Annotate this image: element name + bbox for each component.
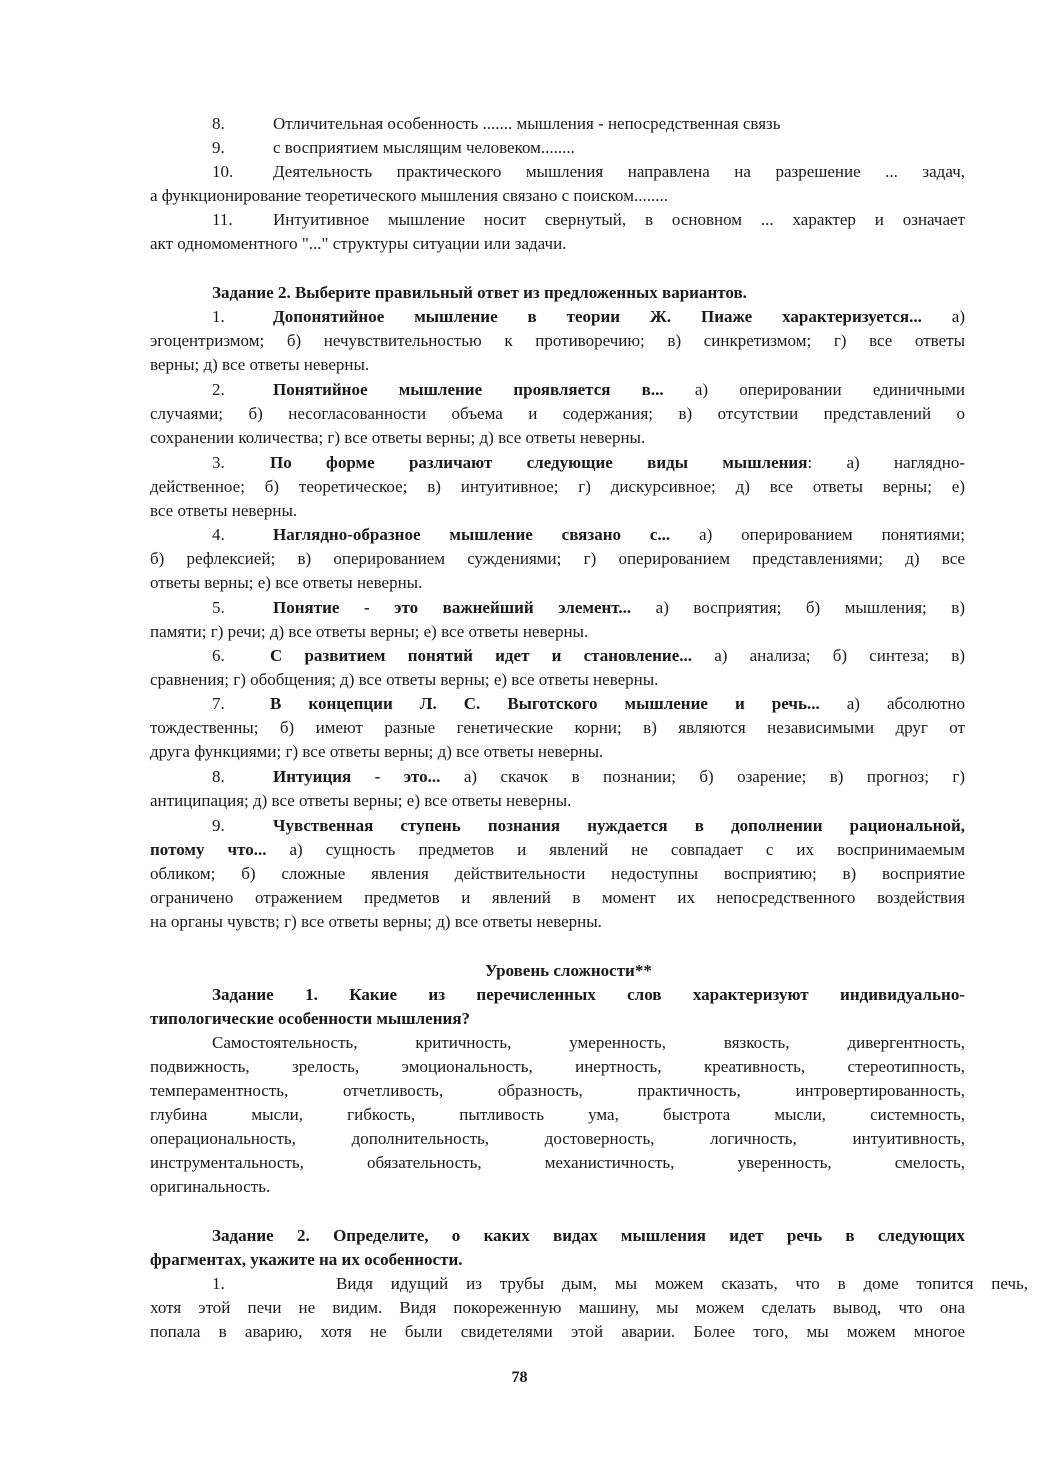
- item-text: Интуитивное мышление носит свернутый, в основном ... характер и означает: [273, 210, 965, 229]
- fragment-text: попала в аварию, хотя не были свидетелями этой аварии. Более того, мы можем многое: [150, 1322, 965, 1341]
- question-options: антиципация; д) все ответы верны; е) все ответы неверны.: [150, 791, 572, 810]
- question-options: а) анализа; б) синтеза; в): [714, 646, 965, 665]
- question-line: [270, 644, 965, 668]
- page-number: 78: [511, 1369, 528, 1386]
- question-number: 4.: [212, 525, 225, 544]
- question-options: а) оперировании единичными: [694, 380, 966, 399]
- item-text: с восприятием мыслящим человеком........: [273, 138, 575, 157]
- item-number: 8.: [212, 114, 225, 133]
- question-stem: Наглядно-образное мышление связано с...: [273, 525, 671, 544]
- question-number: 8.: [212, 767, 225, 786]
- item-number: 10.: [212, 162, 234, 181]
- question-options: эгоцентризмом; б) нечувствительностью к противоречию; в) синкретизмом; г) все ответы: [150, 331, 965, 350]
- task-heading: фрагментах, укажите на их особенности.: [150, 1250, 463, 1269]
- question-stem: Допонятийное мышление в теории Ж. Пиаже характеризуется...: [273, 307, 922, 326]
- question-options: а) абсолютно: [846, 694, 965, 713]
- question-number: 5.: [212, 598, 225, 617]
- question-number: 3.: [212, 453, 225, 472]
- word-list-line: оригинальность.: [150, 1177, 271, 1196]
- question-line: [270, 692, 965, 716]
- question-options: а) оперированием понятиями;: [699, 525, 966, 544]
- question-options: а): [951, 307, 965, 326]
- task-heading: Задание 2. Выберите правильный ответ из предложенных вариантов.: [212, 283, 747, 302]
- question-number: 2.: [212, 380, 225, 399]
- question-stem: Понятие - это важнейший элемент...: [273, 598, 632, 617]
- question-options: случаями; б) несогласованности объема и содержания; в) отсутствии представлений о: [150, 404, 965, 423]
- item-text: Отличительная особенность ....... мышления - непосредственная связь: [273, 114, 781, 133]
- task-heading: Задание 1. Какие из перечисленных слов характеризуют индивидуально-: [212, 985, 965, 1004]
- question-number: 6.: [212, 646, 225, 665]
- item-text: акт одномоментного "..." структуры ситуации или задачи.: [150, 234, 567, 253]
- question-stem: Понятийное мышление проявляется в...: [273, 380, 664, 399]
- question-options: сохранении количества; г) все ответы верны; д) все ответы неверны.: [150, 428, 646, 447]
- question-options: обликом; б) сложные явления действительности недоступны восприятию; в) восприятие: [150, 864, 965, 883]
- question-options: друга функциями; г) все ответы верны; д) все ответы неверны.: [150, 742, 604, 761]
- question-stem: Интуиция - это...: [273, 767, 441, 786]
- question-stem: потому что...: [150, 840, 267, 859]
- word-list-line: операциональность, дополнительность, достоверность, логичность, интуитивность,: [150, 1129, 965, 1148]
- question-options: на органы чувств; г) все ответы верны; д) все ответы неверны.: [150, 912, 602, 931]
- question-options: действенное; б) теоретическое; в) интуитивное; г) дискурсивное; д) все ответы верны; е): [150, 477, 965, 496]
- question-line: [273, 596, 965, 620]
- task-heading: Задание 2. Определите, о каких видах мышления идет речь в следующих: [212, 1226, 965, 1245]
- question-options: сравнения; г) обобщения; д) все ответы верны; е) все ответы неверны.: [150, 670, 659, 689]
- question-line: [273, 523, 965, 547]
- question-options: б) рефлексией; в) оперированием суждениями; г) оперированием представлениями; д) все: [150, 549, 965, 568]
- question-stem: Чувственная ступень познания нуждается в дополнении рациональной,: [273, 816, 965, 835]
- item-text: а функционирование теоретического мышления связано с поиском........: [150, 186, 668, 205]
- item-text: Деятельность практического мышления направлена на разрешение ... задач,: [273, 162, 965, 181]
- word-list-line: глубина мысли, гибкость, пытливость ума, быстрота мысли, системность,: [150, 1105, 965, 1124]
- question-options: : а) наглядно-: [807, 453, 965, 472]
- question-number: 1.: [212, 307, 225, 326]
- question-number: 7.: [212, 694, 225, 713]
- question-options: верны; д) все ответы неверны.: [150, 355, 370, 374]
- section-heading: Уровень сложности**: [485, 961, 652, 980]
- question-options: памяти; г) речи; д) все ответы верны; е) все ответы неверны.: [150, 622, 589, 641]
- fragment-number: 1.: [212, 1274, 225, 1293]
- item-number: 11.: [212, 210, 233, 229]
- question-line: [273, 378, 965, 402]
- fragment-text: Видя идущий из трубы дым, мы можем сказать, что в доме топится печь,: [336, 1274, 1028, 1293]
- word-list-line: подвижность, зрелость, эмоциональность, инертность, креативность, стереотипность,: [150, 1057, 965, 1076]
- question-number: 9.: [212, 816, 225, 835]
- question-options: а) сущность предметов и явлений не совпадает с их воспринимаемым: [289, 840, 966, 859]
- question-line: [270, 451, 965, 475]
- question-options: тождественны; б) имеют разные генетические корни; в) являются независимыми друг от: [150, 718, 965, 737]
- question-options: а) скачок в познании; б) озарение; в) прогноз; г): [463, 767, 965, 786]
- question-options: ответы верны; е) все ответы неверны.: [150, 573, 423, 592]
- word-list-line: инструментальность, обязательность, механистичность, уверенность, смелость,: [150, 1153, 965, 1172]
- question-stem: С развитием понятий идет и становление...: [270, 646, 692, 665]
- item-number: 9.: [212, 138, 225, 157]
- word-list-line: Самостоятельность, критичность, умеренность, вязкость, дивергентность,: [212, 1033, 965, 1052]
- question-stem: В концепции Л. С. Выготского мышление и речь...: [270, 694, 820, 713]
- question-stem: По форме различают следующие виды мышления: [270, 453, 808, 472]
- fragment-text: хотя этой печи не видим. Видя покореженную машину, мы можем сделать вывод, что она: [150, 1298, 965, 1317]
- question-options: все ответы неверны.: [150, 501, 298, 520]
- question-options: ограничено отражением предметов и явлений в момент их непосредственного воздействия: [150, 888, 965, 907]
- question-options: а) восприятия; б) мышления; в): [655, 598, 965, 617]
- word-list-line: темпераментность, отчетливость, образность, практичность, интровертированность,: [150, 1081, 965, 1100]
- task-heading: типологические особенности мышления?: [150, 1009, 471, 1028]
- question-line: [273, 765, 965, 789]
- question-line: [273, 305, 965, 329]
- question-line: [150, 838, 965, 862]
